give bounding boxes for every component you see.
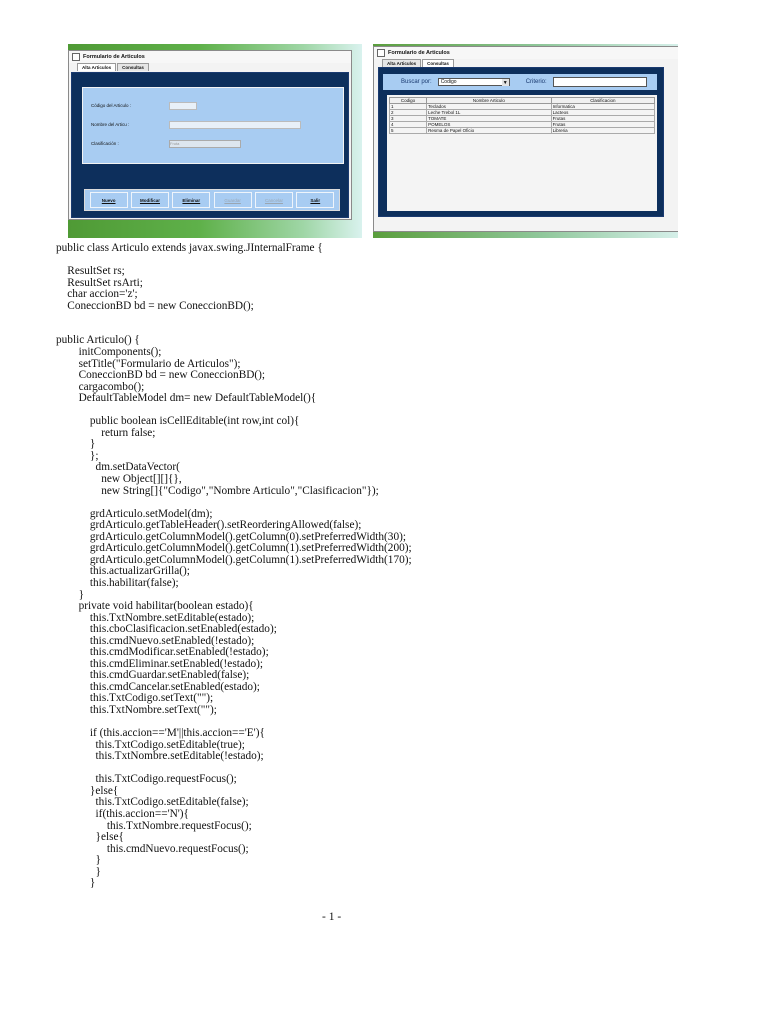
chevron-down-icon[interactable]: ▼: [502, 79, 508, 86]
code-line: DefaultTableModel dm= new DefaultTableModel(){: [56, 392, 317, 405]
code-line: grdArticulo.getColumnModel().getColumn(0).setPreferredWidth(30);: [56, 530, 406, 543]
code-line: this.habilitar(false);: [56, 576, 179, 589]
code-line: this.cmdModificar.setEnabled(!estado);: [56, 646, 269, 659]
window-title: Formulario de Articulos: [388, 50, 450, 56]
codigo-field[interactable]: [169, 102, 197, 110]
code-line: ResultSet rsArti;: [56, 276, 143, 289]
code-line: this.cmdCancelar.setEnabled(estado);: [56, 680, 260, 693]
code-line: grdArticulo.getTableHeader().setReorderingAllowed(false);: [56, 519, 362, 532]
clasificacion-label: Clasificación :: [91, 141, 119, 146]
code-line: public class Articulo extends javax.swing.JInternalFrame {: [56, 242, 323, 254]
screenshot-consultas: [373, 44, 678, 238]
code-line: new String[]{"Codigo","Nombre Articulo","Clasificacion"});: [56, 484, 379, 497]
grid-cell: Leche Trebol 1L: [427, 110, 552, 116]
buscar-combo-value: Codigo: [440, 79, 457, 85]
table-row[interactable]: [390, 128, 655, 134]
code-line: grdArticulo.getColumnModel().getColumn(1).setPreferredWidth(170);: [56, 553, 412, 566]
code-line: ResultSet rs;: [56, 265, 125, 278]
code-line: this.cmdNuevo.setEnabled(!estado);: [56, 634, 255, 647]
code-line: this.cmdGuardar.setEnabled(false);: [56, 669, 250, 682]
code-line: new Object[][]{},: [56, 473, 182, 485]
grid-cell: TOMATE: [427, 116, 552, 122]
code-line: this.TxtCodigo.setEditable(false);: [56, 796, 249, 809]
nuevo-button[interactable]: Nuevo: [90, 192, 128, 208]
window-title: Formulario de Articulos: [83, 54, 145, 60]
grid-area: [387, 95, 657, 211]
grid-header-clasificacion[interactable]: Clasificacion: [551, 98, 654, 104]
salir-button[interactable]: Salir: [296, 192, 334, 208]
tab-strip: [374, 59, 678, 67]
tab-alta-articulos[interactable]: Alta Articulos: [77, 63, 116, 71]
tab-consultas[interactable]: Consultas: [117, 63, 149, 71]
tab-alta-articulos[interactable]: Alta Articulos: [382, 59, 421, 67]
form-panel: [82, 87, 344, 164]
grid-cell: Informatica: [551, 104, 654, 110]
code-line: }: [56, 865, 101, 878]
tab-consultas[interactable]: Consultas: [422, 59, 454, 67]
page-number: - 1 -: [322, 911, 342, 923]
code-line: }: [56, 854, 101, 867]
grid-cell: 4: [390, 122, 427, 128]
codigo-label: Código del Articulo :: [91, 103, 132, 108]
code-line: grdArticulo.getColumnModel().getColumn(1).setPreferredWidth(200);: [56, 542, 412, 555]
code-line: grdArticulo.setModel(dm);: [56, 507, 213, 520]
grid-cell: Libreria: [551, 128, 654, 134]
modificar-button[interactable]: Modificar: [131, 192, 169, 208]
code-line: return false;: [56, 426, 156, 439]
criterio-input[interactable]: [553, 77, 647, 87]
code-line: this.TxtNombre.setEditable(estado);: [56, 611, 255, 624]
window-icon: [377, 49, 385, 57]
code-line: ConeccionBD bd = new ConeccionBD();: [56, 369, 266, 382]
grid-cell: Frutas: [551, 122, 654, 128]
buscar-combo[interactable]: [438, 78, 510, 86]
code-line: this.TxtNombre.setText("");: [56, 704, 217, 716]
guardar-button[interactable]: Guardar: [214, 192, 252, 208]
nombre-label: Nombre del Articu :: [91, 122, 130, 127]
eliminar-button[interactable]: Eliminar: [172, 192, 210, 208]
window-titlebar: [69, 51, 351, 63]
criterio-label: Criterio:: [525, 79, 547, 85]
code-line: initComponents();: [56, 345, 162, 358]
code-line: setTitle("Formulario de Articulos");: [56, 357, 241, 370]
tab-strip: [69, 63, 351, 71]
code-line: }: [56, 877, 96, 890]
nombre-field[interactable]: [169, 121, 301, 129]
clasificacion-combo[interactable]: [169, 140, 241, 148]
code-line: char accion='z';: [56, 288, 138, 301]
grid-cell: Teclados: [427, 104, 552, 110]
code-line: this.cmdNuevo.requestFocus();: [56, 842, 249, 855]
consulta-background: [378, 67, 664, 217]
code-line: this.TxtCodigo.setText("");: [56, 692, 214, 705]
articulos-grid[interactable]: [389, 97, 655, 134]
cancelar-button[interactable]: Cancelar: [255, 192, 293, 208]
code-line: cargacombo();: [56, 380, 145, 393]
search-bar: [383, 74, 657, 90]
buscar-label: Buscar por:: [401, 79, 432, 85]
code-line: this.actualizarGrilla();: [56, 565, 190, 578]
grid-cell: POMELOS: [427, 122, 552, 128]
internal-frame: [373, 46, 678, 232]
grid-cell: Lacteos: [551, 110, 654, 116]
grid-cell: Resma de Papel Oficio: [427, 128, 552, 134]
code-line: }else{: [56, 784, 119, 797]
code-line: this.cmdEliminar.setEnabled(!estado);: [56, 657, 264, 670]
button-bar: [84, 189, 340, 211]
code-line: }else{: [56, 831, 124, 844]
window-icon: [72, 53, 80, 61]
internal-frame: [68, 50, 352, 220]
code-line: dm.setDataVector(: [56, 461, 180, 474]
code-line: public boolean isCellEditable(int row,int col){: [56, 415, 300, 428]
code-line: }: [56, 438, 96, 451]
code-line: private void habilitar(boolean estado){: [56, 600, 254, 613]
code-line: ConeccionBD bd = new ConeccionBD();: [56, 299, 254, 312]
grid-cell: 1: [390, 104, 427, 110]
code-line: if (this.accion=='M'||this.accion=='E'){: [56, 727, 265, 740]
code-line: this.TxtNombre.setEditable(!estado);: [56, 750, 264, 763]
code-line: this.cboClasificacion.setEnabled(estado);: [56, 623, 277, 636]
form-background: [71, 72, 349, 218]
grid-cell: 2: [390, 110, 427, 116]
grid-cell: 3: [390, 116, 427, 122]
grid-cell: Frutas: [551, 116, 654, 122]
code-line: public Articulo() {: [56, 334, 140, 347]
grid-header-codigo[interactable]: Codigo: [390, 98, 427, 104]
code-line: this.TxtCodigo.requestFocus();: [56, 773, 237, 786]
window-titlebar: [374, 47, 678, 59]
grid-header-nombre[interactable]: Nombre Articulo: [427, 98, 552, 104]
code-line: };: [56, 449, 99, 462]
code-line: this.TxtNombre.requestFocus();: [56, 819, 252, 832]
screenshot-alta-articulos: [68, 44, 362, 238]
code-line: }: [56, 588, 85, 601]
code-line: if(this.accion=='N'){: [56, 807, 189, 820]
code-line: this.TxtCodigo.setEditable(true);: [56, 738, 245, 751]
grid-cell: 5: [390, 128, 427, 134]
clasificacion-value: Fruta: [170, 141, 180, 146]
